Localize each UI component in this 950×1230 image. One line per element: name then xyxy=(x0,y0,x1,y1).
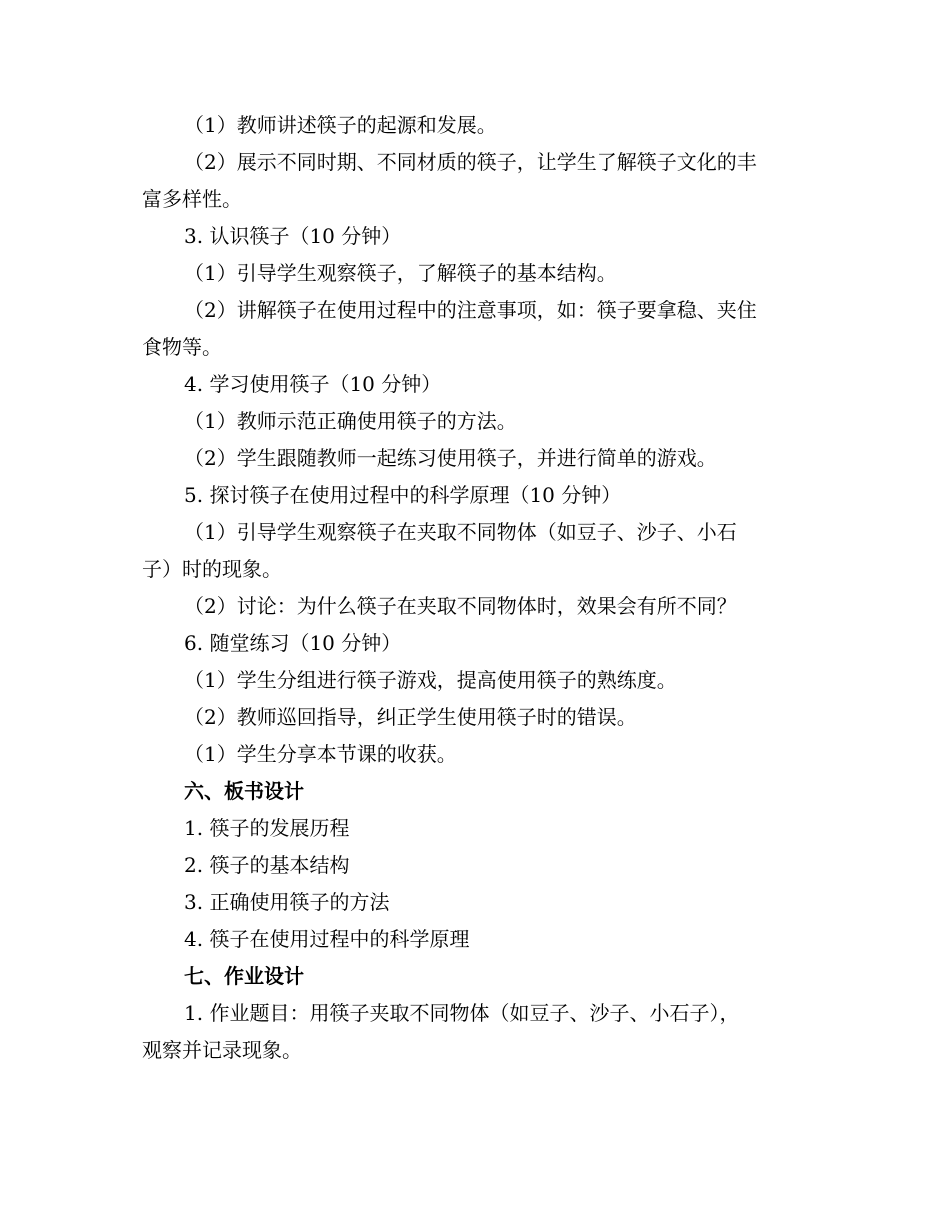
paragraph-line: （1）引导学生观察筷子，了解筷子的基本结构。 xyxy=(184,261,617,285)
paragraph-line: （1）引导学生观察筷子在夹取不同物体（如豆子、沙子、小石 xyxy=(184,520,737,544)
list-item: 2. 筷子的基本结构 xyxy=(184,853,350,877)
paragraph-line: （2）展示不同时期、不同材质的筷子，让学生了解筷子文化的丰 xyxy=(184,150,757,174)
list-item: 3. 正确使用筷子的方法 xyxy=(184,890,390,914)
paragraph-line: （1）学生分组进行筷子游戏，提高使用筷子的熟练度。 xyxy=(184,668,677,692)
paragraph-line: 观察并记录现象。 xyxy=(142,1038,302,1062)
paragraph-line: （2）讨论：为什么筷子在夹取不同物体时，效果会有所不同？ xyxy=(184,594,737,618)
document-body xyxy=(142,107,810,1069)
list-item: 1. 筷子的发展历程 xyxy=(184,816,350,840)
paragraph-line: （1）教师示范正确使用筷子的方法。 xyxy=(184,409,517,433)
section-item: 5. 探讨筷子在使用过程中的科学原理（10 分钟） xyxy=(184,483,622,507)
section-item: 3. 认识筷子（10 分钟） xyxy=(184,224,402,248)
section-heading: 七、作业设计 xyxy=(184,964,304,988)
section-heading: 六、板书设计 xyxy=(184,779,304,803)
paragraph-line: 子）时的现象。 xyxy=(142,557,282,581)
paragraph-line: 富多样性。 xyxy=(142,187,242,211)
paragraph-line: （2）学生跟随教师一起练习使用筷子，并进行简单的游戏。 xyxy=(184,446,717,470)
paragraph-line: 食物等。 xyxy=(142,335,222,359)
paragraph-line: （2）教师巡回指导，纠正学生使用筷子时的错误。 xyxy=(184,705,637,729)
paragraph-line: （1）教师讲述筷子的起源和发展。 xyxy=(184,113,497,137)
section-item: 4. 学习使用筷子（10 分钟） xyxy=(184,372,442,396)
paragraph-line: （2）讲解筷子在使用过程中的注意事项，如：筷子要拿稳、夹住 xyxy=(184,298,757,322)
list-item: 1. 作业题目：用筷子夹取不同物体（如豆子、沙子、小石子）， xyxy=(184,1001,740,1025)
section-item: 6. 随堂练习（10 分钟） xyxy=(184,631,402,655)
paragraph-line: （1）学生分享本节课的收获。 xyxy=(184,742,457,766)
list-item: 4. 筷子在使用过程中的科学原理 xyxy=(184,927,470,951)
